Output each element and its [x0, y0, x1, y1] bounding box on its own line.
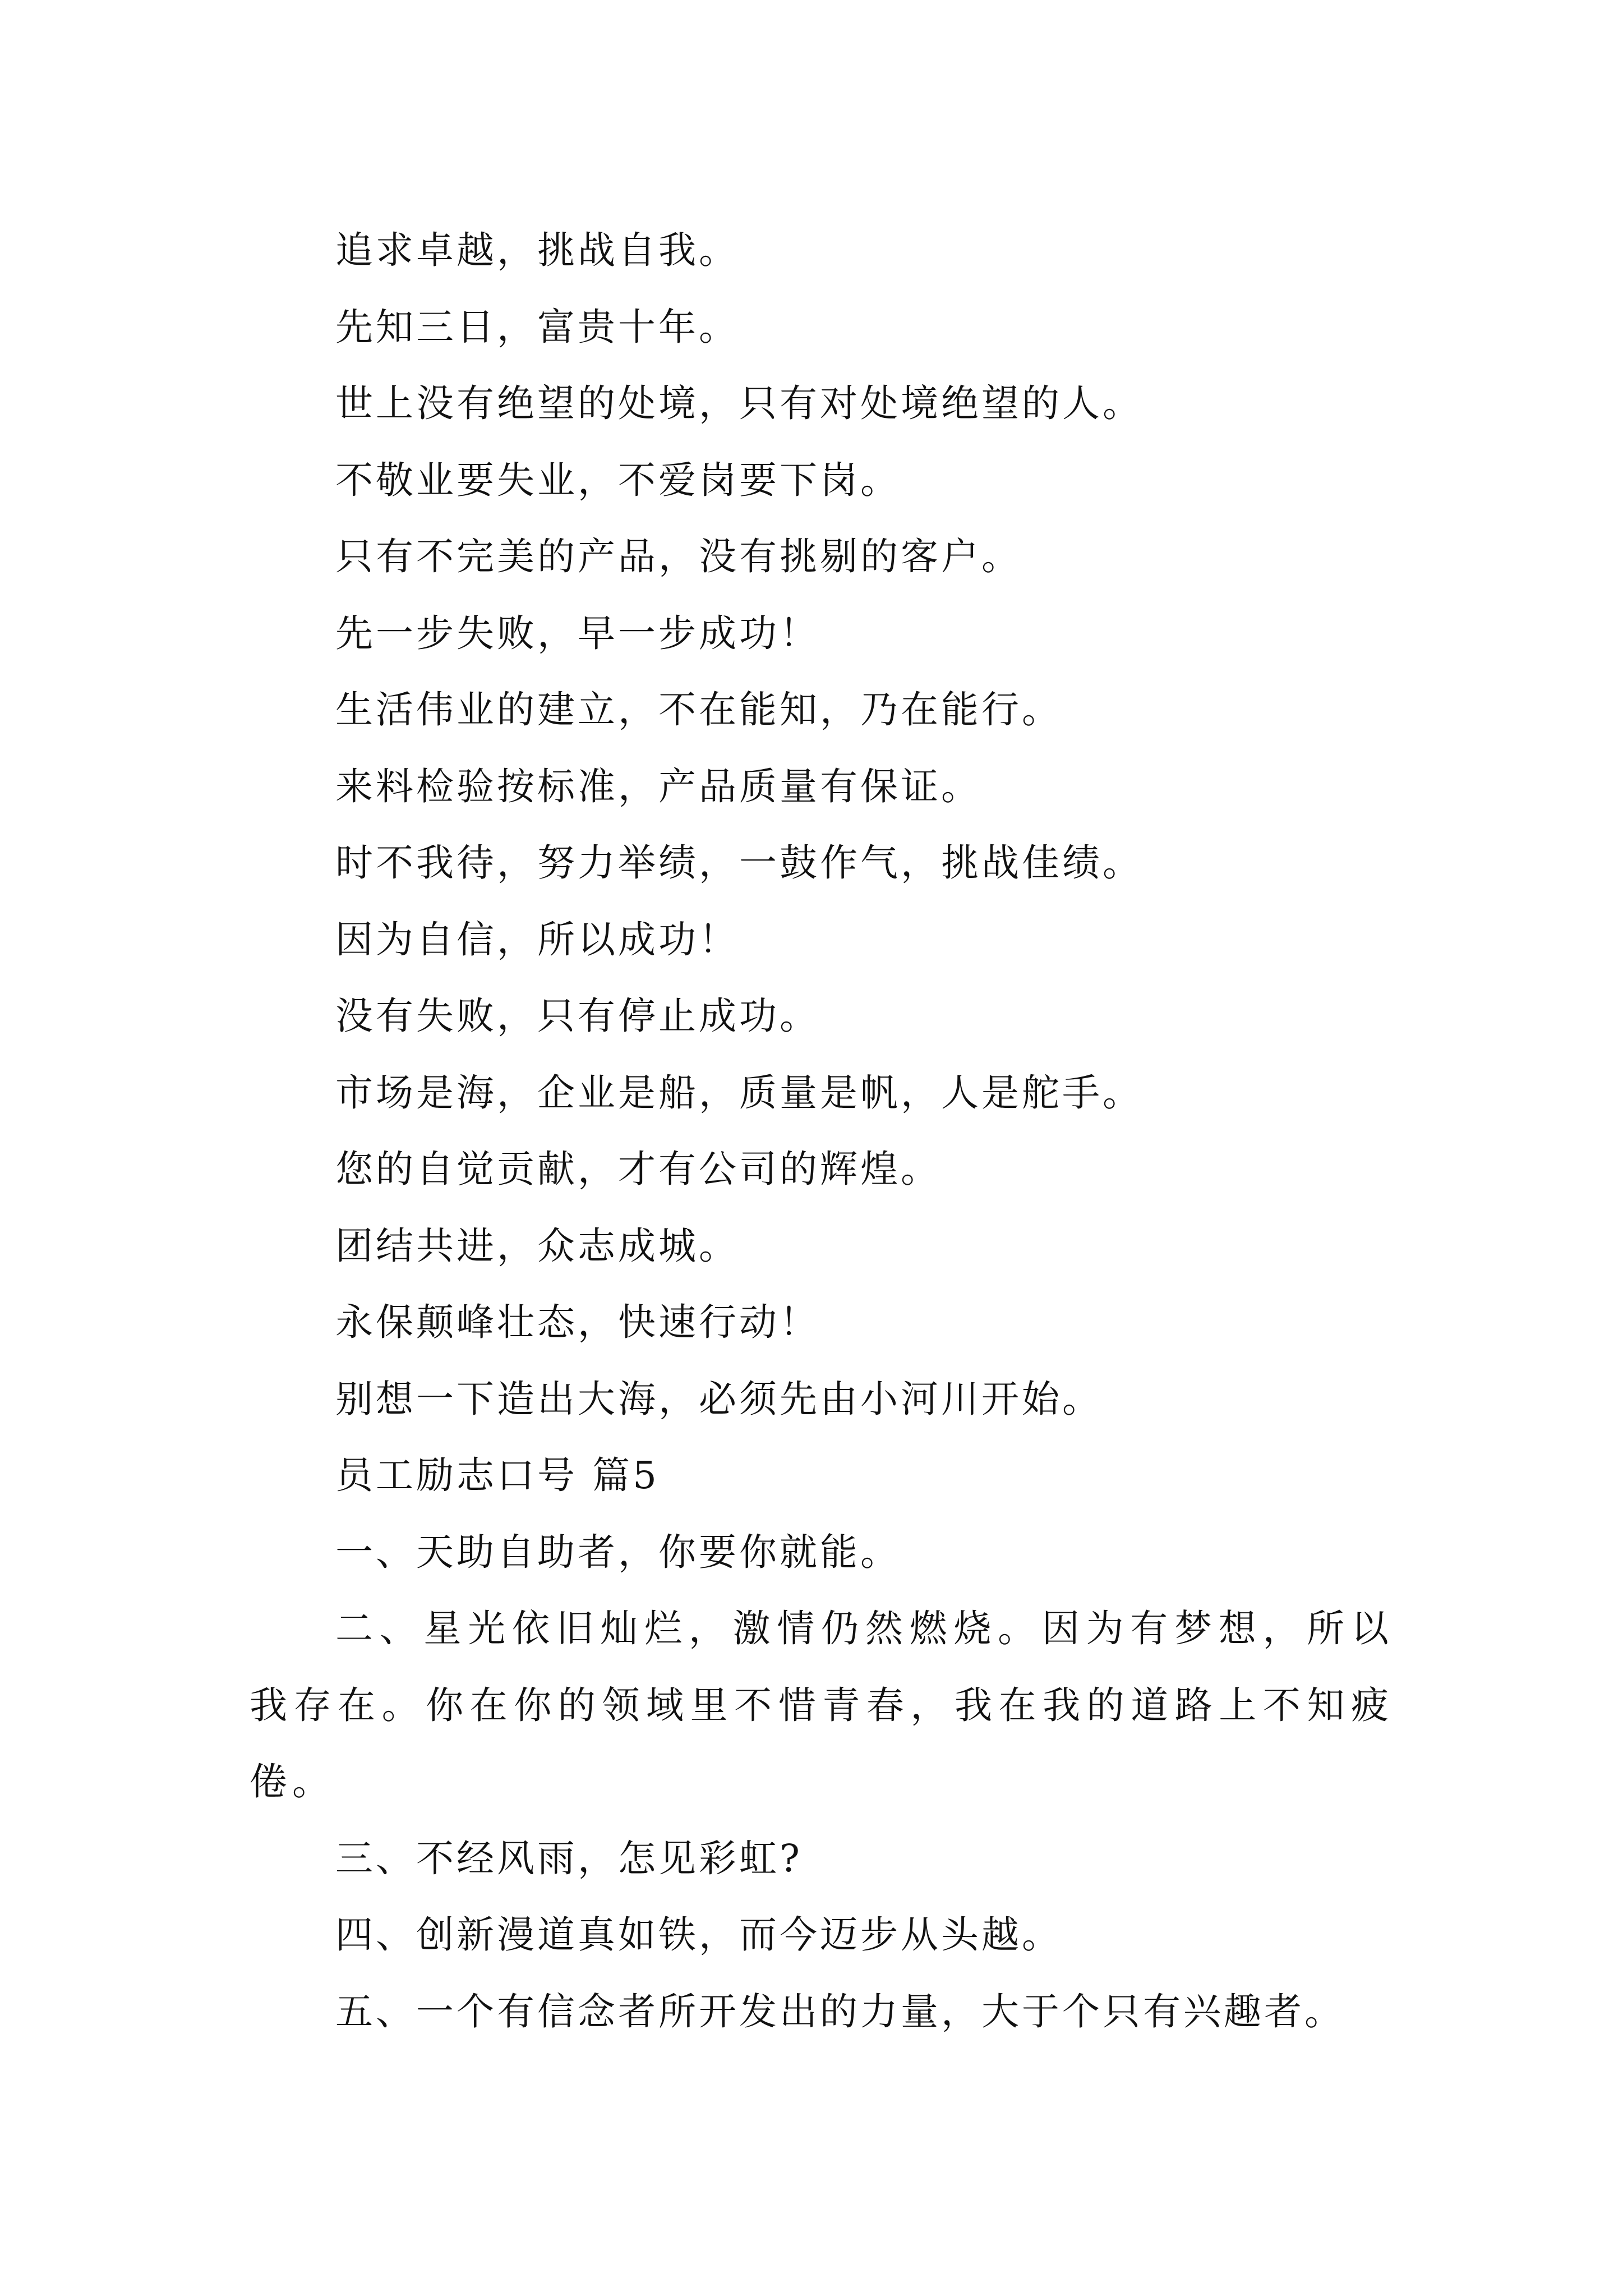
document-body [250, 212, 1394, 2050]
text-line: 团结共进，众志成城。 [335, 1223, 739, 1268]
text-line: 时不我待，努力举绩，一鼓作气，挑战佳绩。 [335, 841, 1143, 885]
text-line: 别想一下造出大海，必须先由小河川开始。 [335, 1377, 1103, 1421]
text-line: 永保颠峰壮态，快速行动！ [335, 1300, 820, 1344]
text-line: 五、一个有信念者所开发出的力量，大于个只有兴趣者。 [335, 1989, 1345, 2033]
text-line: 您的自觉贡献，才有公司的辉煌。 [335, 1147, 941, 1191]
text-line: 只有不完美的产品，没有挑剔的客户。 [335, 535, 1022, 578]
text-paragraph: 二、星光依旧灿烂，激情仍然燃烧。因为有梦想，所以我存在。你在你的领域里不惜青春，我在我的道路上不知疲倦。 [250, 1607, 1394, 1803]
text-line: 一、天助自助者，你要你就能。 [335, 1530, 901, 1574]
text-line: 世上没有绝望的处境，只有对处境绝望的人。 [335, 381, 1143, 425]
text-line: 来料检验按标准，产品质量有保证。 [335, 764, 981, 808]
text-line: 市场是海，企业是船，质量是帆，人是舵手。 [335, 1070, 1143, 1115]
text-line: 不敬业要失业，不爱岗要下岗。 [335, 458, 901, 502]
text-line: 四、创新漫道真如铁，而今迈步从头越。 [335, 1913, 1062, 1957]
text-line: 先一步失败，早一步成功！ [335, 611, 820, 655]
text-line: 没有失败，只有停止成功。 [335, 994, 820, 1038]
text-line: 因为自信，所以成功！ [335, 917, 739, 961]
text-line: 生活伟业的建立，不在能知，乃在能行。 [335, 688, 1062, 731]
section-heading: 员工励志口号 篇5 [335, 1453, 660, 1497]
text-line: 三、不经风雨，怎见彩虹? [335, 1836, 803, 1880]
text-line: 先知三日，富贵十年。 [335, 305, 739, 349]
text-line: 追求卓越，挑战自我。 [335, 228, 739, 272]
